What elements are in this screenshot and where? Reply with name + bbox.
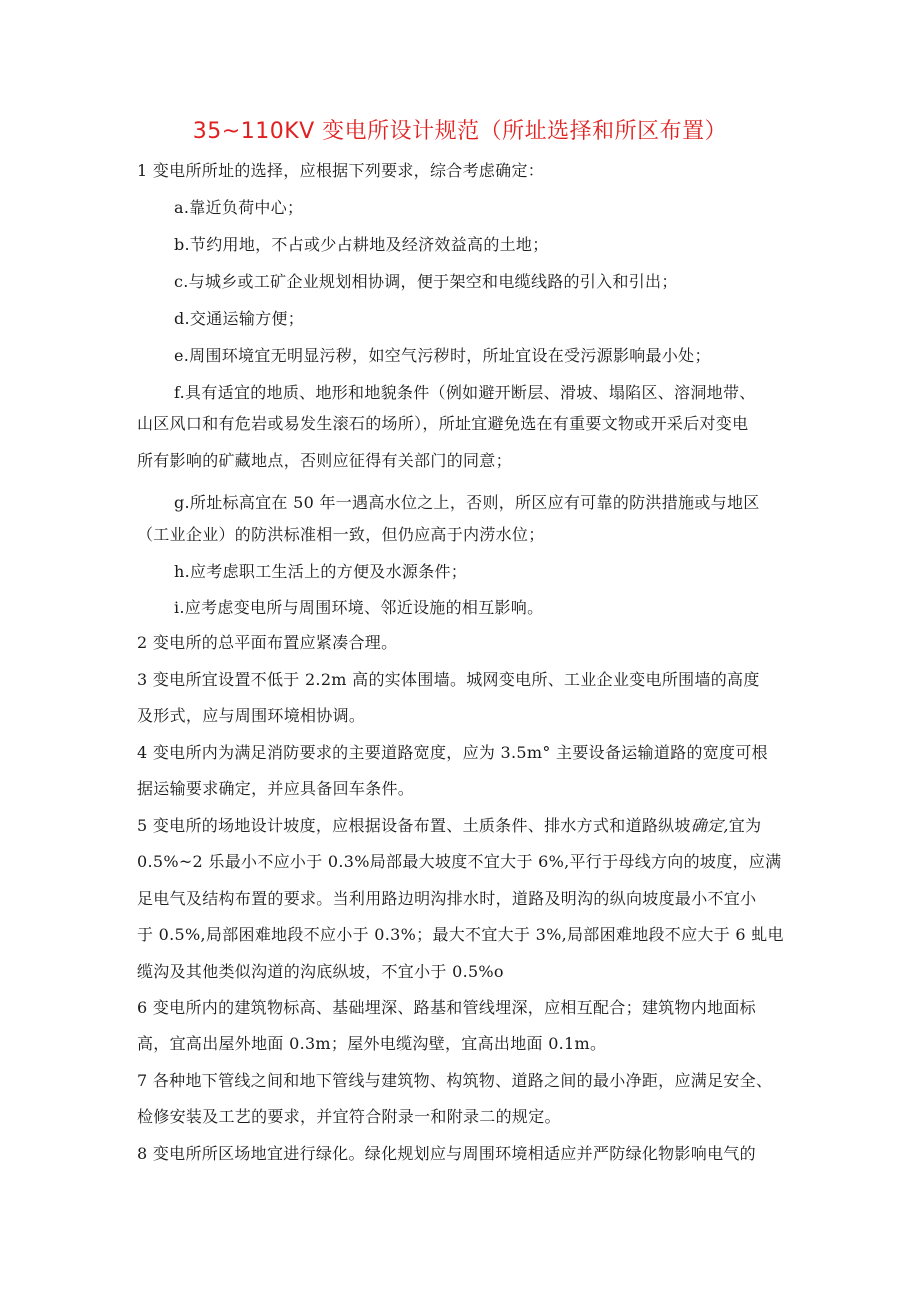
line-text: 宜为 xyxy=(728,816,762,835)
paragraph-line: 及形式，应与周围环境相协调。 xyxy=(137,706,366,725)
list-item-g: g.所址标高宜在 50 年一遇高水位之上，否则，所区应有可靠的防洪措施或与地区 xyxy=(174,493,760,512)
list-item-c: c.与城乡或工矿企业规划相协调，便于架空和电缆线路的引入和引出； xyxy=(174,272,678,291)
list-item-b: b.节约用地，不占或少占耕地及经济效益高的土地； xyxy=(174,235,549,254)
document-title: 35~110KV 变电所设计规范（所址选择和所区布置） xyxy=(192,119,728,144)
list-item-a: a.靠近负荷中心； xyxy=(174,198,304,217)
paragraph-line: 所有影响的矿藏地点，否则应征得有关部门的同意； xyxy=(137,451,512,470)
paragraph-line xyxy=(137,815,761,837)
paragraph-line: 缆沟及其他类似沟道的沟底纵坡，不宜小于 0.5%o xyxy=(137,962,504,981)
line-text: 5 变电所的场地设计坡度，应根据设备布置、土质条件、排水方式和道路纵坡 xyxy=(137,816,691,835)
list-item-e: e.周围环境宜无明显污秽，如空气污秽时，所址宜设在受污源影响最小处； xyxy=(174,346,711,365)
paragraph-line: 高，宜高出屋外地面 0.3m；屋外电缆沟壁，宜高出地面 0.1m。 xyxy=(137,1034,607,1053)
paragraph-line: （工业企业）的防洪标准相一致，但仍应高于内涝水位； xyxy=(137,525,545,544)
paragraph-line: 于 0.5%,局部困难地段不应小于 0.3%；最大不宜大于 3%,局部困难地段不应大于 6 虬电 xyxy=(137,925,784,944)
italic-text: 确定, xyxy=(690,816,729,835)
list-item-f: f.具有适宜的地质、地形和地貌条件（例如避开断层、滑坡、塌陷区、溶洞地带、 xyxy=(174,383,756,402)
paragraph-line: 足电气及结构布置的要求。当利用路边明沟排水时，道路及明沟的纵向坡度最小不宜小 xyxy=(137,889,757,908)
list-item-d: d.交通运输方便； xyxy=(174,309,305,328)
list-item-h: h.应考虑职工生活上的方便及水源条件； xyxy=(174,562,468,581)
paragraph-line: 8 变电所所区场地宜进行绿化。绿化规划应与周围环境相适应并严防绿化物影响电气的 xyxy=(137,1144,756,1163)
paragraph-line: 检修安装及工艺的要求，并宜符合附录一和附录二的规定。 xyxy=(137,1107,561,1126)
paragraph-line: 2 变电所的总平面布置应紧凑合理。 xyxy=(137,633,398,652)
paragraph-line: 山区风口和有危岩或易发生滚石的场所），所址宜避免选在有重要文物或开采后对变电 xyxy=(137,414,749,433)
paragraph-line: 6 变电所内的建筑物标高、基础埋深、路基和管线埋深，应相互配合；建筑物内地面标 xyxy=(137,998,756,1017)
paragraph-line: 3 变电所宜设置不低于 2.2m 高的实体围墙。城网变电所、工业企业变电所围墙的高度 xyxy=(137,670,760,689)
paragraph-line: 4 变电所内为满足消防要求的主要道路宽度，应为 3.5m° 主要设备运输道路的宽度可根 xyxy=(137,743,768,762)
paragraph-line: 0.5%~2 乐最小不应小于 0.3%局部最大坡度不宜大于 6%,平行于母线方向的坡度，应满 xyxy=(137,852,782,871)
paragraph-line: 1 变电所所址的选择，应根据下列要求，综合考虑确定： xyxy=(137,161,545,180)
list-item-i: i.应考虑变电所与周围环境、邻近设施的相互影响。 xyxy=(174,598,544,617)
paragraph-line: 7 各种地下管线之间和地下管线与建筑物、构筑物、道路之间的最小净距，应满足安全、 xyxy=(137,1071,773,1090)
paragraph-line: 据运输要求确定，并应具备回车条件。 xyxy=(137,779,415,798)
